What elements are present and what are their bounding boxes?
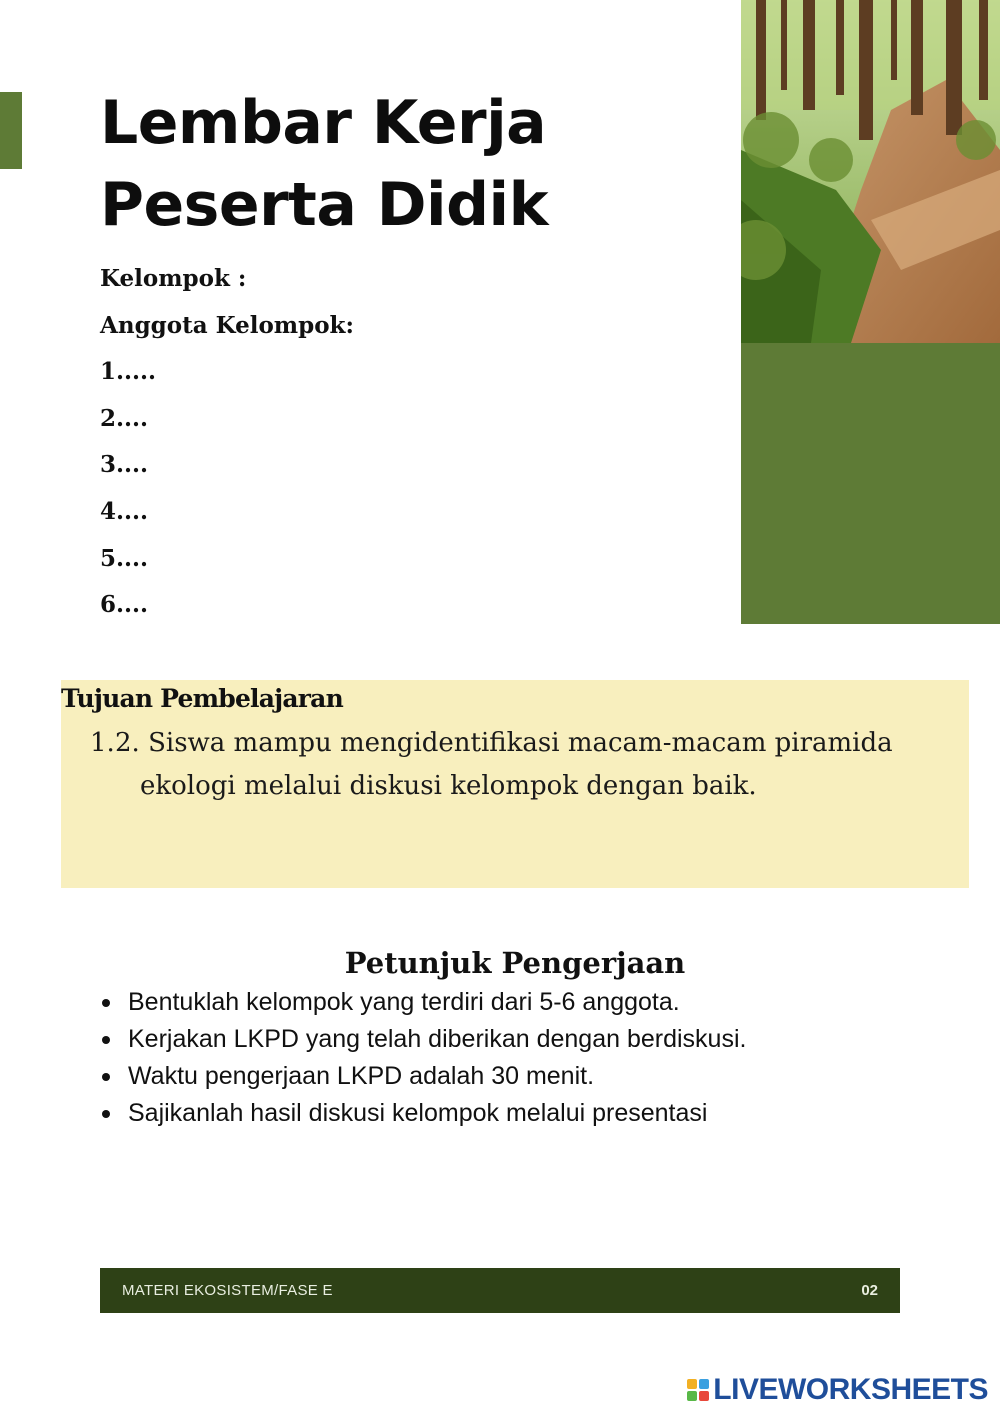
instruction-item: Sajikanlah hasil diskusi kelompok melalui presentasi bbox=[100, 1095, 746, 1132]
page-title bbox=[100, 82, 548, 246]
side-accent-bar bbox=[0, 92, 22, 169]
liveworksheets-watermark[interactable] bbox=[687, 1372, 988, 1408]
footer-bar bbox=[100, 1268, 900, 1313]
member-line: 1..... bbox=[100, 358, 157, 386]
instructions-title: Petunjuk Pengerjaan bbox=[344, 946, 686, 980]
title-line-2: Peserta Didik bbox=[100, 170, 549, 240]
group-info bbox=[100, 256, 354, 629]
member-line: 6.... bbox=[100, 591, 149, 619]
footer-subject: MATERI EKOSISTEM/FASE E bbox=[122, 1282, 333, 1299]
liveworksheets-logo-icon bbox=[687, 1379, 709, 1401]
kelompok-label: Kelompok : bbox=[100, 265, 247, 292]
green-color-block bbox=[741, 343, 1000, 624]
liveworksheets-text: LIVEWORKSHEETS bbox=[713, 1373, 988, 1406]
anggota-label: Anggota Kelompok: bbox=[100, 311, 354, 339]
member-line: 5.... bbox=[100, 544, 149, 572]
learning-objectives-title: Tujuan Pembelajaran bbox=[61, 684, 343, 713]
instruction-item: Bentuklah kelompok yang terdiri dari 5-6 anggota. bbox=[100, 984, 746, 1021]
forest-path-photo bbox=[741, 0, 1000, 343]
member-line: 4.... bbox=[100, 497, 149, 525]
instruction-item: Kerjakan LKPD yang telah diberikan dengan berdiskusi. bbox=[100, 1021, 746, 1058]
instruction-item: Waktu pengerjaan LKPD adalah 30 menit. bbox=[100, 1058, 746, 1095]
title-line-1: Lembar Kerja bbox=[100, 88, 547, 158]
member-line: 2.... bbox=[100, 404, 149, 432]
page-number: 02 bbox=[861, 1282, 878, 1299]
member-line: 3.... bbox=[100, 451, 149, 479]
objective-text: 2. Siswa mampu mengidentifikasi macam-macam piramida ekologi melalui diskusi kelompok dengan baik. bbox=[115, 728, 893, 801]
objective-number: 1. bbox=[90, 728, 115, 758]
learning-objective-item bbox=[90, 722, 970, 808]
instructions-list bbox=[100, 984, 746, 1132]
